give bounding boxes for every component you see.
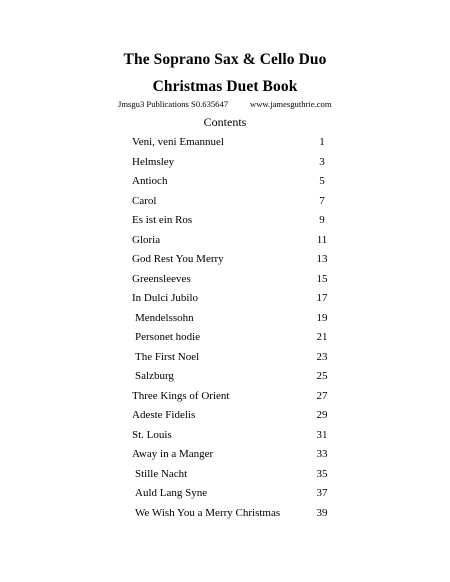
toc-entry-page: 1: [319, 136, 325, 148]
toc-entry-page: 5: [319, 175, 325, 187]
toc-entry-title: Personet hodie: [135, 331, 201, 343]
toc-entry-title: Es ist ein Ros: [132, 214, 193, 226]
toc-entry-page: 23: [316, 350, 328, 363]
toc-entry-title: Auld Lang Syne: [135, 487, 208, 499]
toc-entry-page: 35: [316, 467, 328, 480]
toc-entry-page: 11: [316, 233, 328, 246]
toc-entry-title: Helmsley: [132, 155, 175, 168]
toc-entry-page: 25: [316, 370, 328, 382]
toc-entry: [0, 234, 450, 252]
toc-entry-title: The First Noel: [135, 350, 200, 363]
toc-entry: [0, 448, 450, 466]
toc-entry-page: 3: [319, 155, 325, 168]
toc-entry-title: Away in a Manger: [132, 448, 214, 460]
toc-entry-title: In Dulci Jubilo: [132, 292, 198, 304]
toc-entry: [0, 312, 450, 330]
toc-entry-page: 21: [316, 331, 328, 343]
toc-entry-page: 15: [316, 272, 328, 285]
toc-entry: [0, 370, 450, 388]
publisher-code: Jmsgu3 Publications S0.635647: [118, 99, 229, 109]
toc-entry: [0, 487, 450, 505]
toc-entry-title: St. Louis: [132, 428, 172, 441]
toc-entry-page: 33: [316, 448, 328, 460]
toc-entry-title: Salzburg: [135, 370, 174, 382]
toc-entry: [0, 331, 450, 349]
toc-entry: [0, 292, 450, 310]
toc-entry-page: 7: [319, 194, 325, 207]
toc-entry: [0, 195, 450, 213]
toc-entry: [0, 253, 450, 271]
toc-entry-page: 39: [316, 506, 328, 519]
toc-entry-title: Gloria: [132, 233, 161, 246]
toc-entry-title: Three Kings of Orient: [132, 389, 230, 402]
toc-entry-title: Mendelssohn: [135, 311, 194, 324]
toc-entry-page: 13: [316, 253, 328, 265]
website-text: www.jamesguthrie.com: [250, 99, 332, 109]
toc-entry: [0, 156, 450, 174]
toc-entry-title: We Wish You a Merry Christmas: [135, 506, 281, 519]
toc-entry: [0, 175, 450, 193]
toc-entry-page: 19: [316, 311, 328, 324]
contents-heading: Contents: [203, 115, 247, 129]
toc-entry-title: Carol: [132, 194, 157, 207]
toc-entry: [0, 390, 450, 408]
toc-entry: [0, 136, 450, 154]
toc-entry-page: 31: [316, 428, 328, 441]
toc-entry: [0, 409, 450, 427]
toc-entry: [0, 507, 450, 525]
book-title-line-1: The Soprano Sax & Cello Duo: [123, 51, 327, 68]
toc-entry-title: Adeste Fidelis: [132, 409, 196, 421]
toc-entry: [0, 429, 450, 447]
toc-entry: [0, 468, 450, 486]
toc-entry-page: 29: [316, 409, 328, 421]
toc-entry-title: God Rest You Merry: [132, 253, 224, 265]
toc-entry: [0, 273, 450, 291]
toc-entry-page: 27: [316, 389, 328, 402]
toc-entry-page: 17: [316, 292, 328, 304]
toc-entry-title: Stille Nacht: [135, 467, 188, 480]
toc-entry-title: Greensleeves: [132, 272, 191, 285]
toc-entry: [0, 351, 450, 369]
toc-entry-page: 37: [316, 487, 328, 499]
toc-entry-title: Antioch: [132, 175, 168, 187]
toc-entry-page: 9: [319, 214, 325, 226]
book-title-line-2: Christmas Duet Book: [152, 78, 298, 95]
toc-entry-title: Veni, veni Emannuel: [132, 136, 224, 148]
toc-entry: [0, 214, 450, 232]
